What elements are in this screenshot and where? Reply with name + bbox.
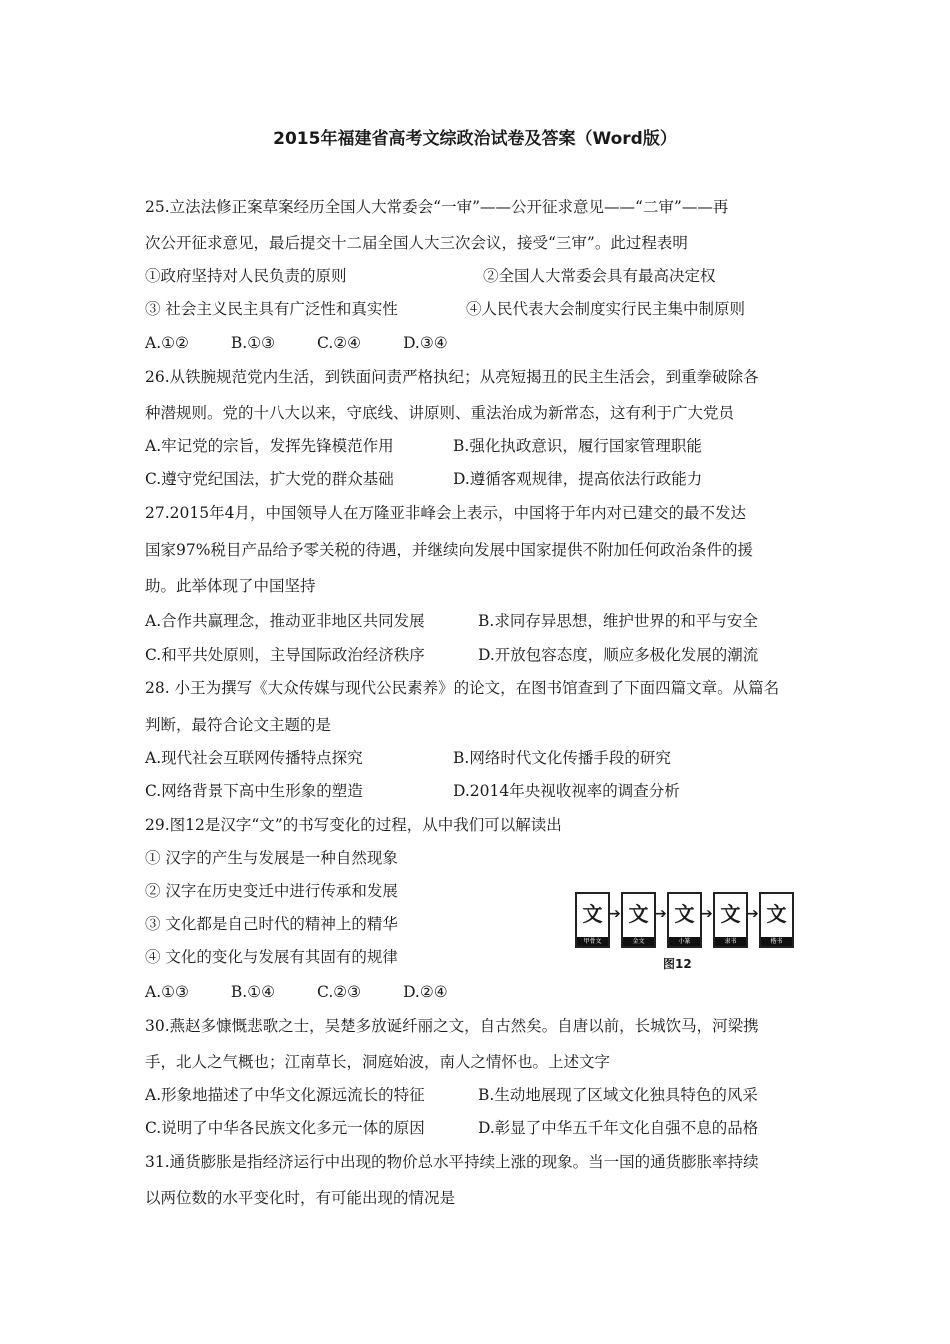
q25-option-c: C.②④ (317, 334, 362, 352)
q25-option-b: B.①③ (230, 334, 276, 352)
figure-caption: 图12 (663, 957, 692, 971)
q27-option-a: A.合作共赢理念，推动亚非地区共同发展 (145, 612, 425, 630)
q30-option-c: C.说明了中华各民族文化多元一体的原因 (145, 1119, 425, 1137)
q29-statement-2: ② 汉字在历史变迁中进行传承和发展 (145, 882, 398, 900)
glyph-small-seal (667, 892, 702, 948)
q27-option-d: D.开放包容态度，顺应多极化发展的潮流 (478, 646, 759, 664)
q30-option-d: D.彰显了中华五千年文化自强不息的品格 (478, 1119, 759, 1137)
q26-option-c: C.遵守党纪国法，扩大党的群众基础 (145, 470, 394, 488)
glyph-regular-label: 楷书 (761, 937, 792, 946)
q25-stem-line1: 25.立法法修正案草案经历全国人大常委会“一审”——公开征求意见——“二审”——再 (145, 198, 729, 216)
q26-option-a: A.牢记党的宗旨，发挥先锋模范作用 (145, 437, 394, 455)
arrow-right-icon: ➔ (747, 906, 759, 922)
q27-stem-line2: 国家97%税目产品给予零关税的待遇，并继续向发展中国家提供不附加任何政治条件的援 (145, 541, 753, 559)
q26-option-b: B.强化执政意识，履行国家管理职能 (453, 437, 702, 455)
q27-stem-line3: 助。此举体现了中国坚持 (145, 577, 316, 595)
q29-statement-3: ③ 文化都是自己时代的精神上的精华 (145, 915, 398, 933)
document-title: 2015年福建省高考文综政治试卷及答案（Word版） (273, 129, 677, 149)
arrow-right-icon: ➔ (655, 906, 667, 922)
q25-stem-line2: 次公开征求意见，最后提交十二届全国人大三次会议，接受“三审”。此过程表明 (145, 234, 688, 252)
arrow-right-icon: ➔ (701, 906, 713, 922)
q28-option-d: D.2014年央视收视率的调查分析 (453, 782, 680, 800)
q26-stem-line1: 26.从铁腕规范党内生活，到铁面问责严格执纪；从亮短揭丑的民主生活会，到重拳破除各 (145, 368, 759, 386)
glyph-small-seal-label: 小篆 (669, 937, 700, 946)
q25-statement-1: ①政府坚持对人民负责的原则 (145, 267, 347, 285)
q29-option-c: C.②③ (317, 983, 362, 1001)
q28-option-c: C.网络背景下高中生形象的塑造 (145, 782, 363, 800)
q31-stem-line1: 31.通货膨胀是指经济运行中出现的物价总水平持续上涨的现象。当一国的通货膨胀率持续 (145, 1153, 759, 1171)
q31-stem-line2: 以两位数的水平变化时，有可能出现的情况是 (145, 1189, 456, 1207)
glyph-clerical-label: 隶书 (715, 937, 746, 946)
q30-stem-line2: 手，北人之气概也；江南草长，洞庭始波，南人之情怀也。上述文字 (145, 1053, 611, 1071)
glyph-bronze (621, 892, 656, 948)
glyph-clerical-char: 文 (720, 902, 741, 926)
q25-options (145, 332, 490, 354)
q25-statement-4: ④人民代表大会制度实行民主集中制原则 (466, 300, 746, 318)
q26-option-d: D.遵循客观规律，提高依法行政能力 (453, 470, 703, 488)
glyph-clerical (713, 892, 748, 948)
glyph-oracle-bone-label: 甲骨文 (577, 937, 608, 946)
q28-option-b: B.网络时代文化传播手段的研究 (453, 749, 671, 767)
q30-stem-line1: 30.燕赵多慷慨悲歌之士，吴楚多放诞纤丽之文，自古然矣。自唐以前，长城饮马，河梁携 (145, 1017, 759, 1035)
glyph-regular-char: 文 (766, 902, 787, 926)
q27-option-b: B.求同存异思想，维护世界的和平与安全 (478, 612, 758, 630)
q25-statement-3: ③ 社会主义民主具有广泛性和真实性 (145, 300, 398, 318)
q25-option-d: D.③④ (403, 334, 448, 352)
q29-statement-4: ④ 文化的变化与发展有其固有的规律 (145, 948, 398, 966)
q25-option-a: A.①② (145, 334, 189, 352)
q30-option-a: A.形象地描述了中华文化源远流长的特征 (145, 1086, 425, 1104)
q29-option-b: B.①④ (230, 983, 276, 1001)
glyph-oracle-bone-char: 文 (582, 902, 603, 926)
q30-option-b: B.生动地展现了区域文化独具特色的风采 (478, 1086, 758, 1104)
q29-option-a: A.①③ (145, 983, 189, 1001)
arrow-right-icon: ➔ (609, 906, 621, 922)
glyph-small-seal-char: 文 (674, 902, 695, 926)
q29-options (145, 981, 490, 1003)
q26-stem-line2: 种潜规则。党的十八大以来，守底线、讲原则、重法治成为新常态，这有利于广大党员 (145, 404, 735, 422)
q28-stem-line2: 判断，最符合论文主题的是 (145, 716, 332, 734)
q25-statement-2: ②全国人大常委会具有最高决定权 (483, 267, 716, 285)
glyph-bronze-char: 文 (628, 902, 649, 926)
glyph-oracle-bone (575, 892, 610, 948)
q27-stem-line1: 27.2015年4月，中国领导人在万隆亚非峰会上表示，中国将于年内对已建交的最不发达 (145, 504, 746, 522)
q28-stem-line1: 28. 小王为撰写《大众传媒与现代公民素养》的论文，在图书馆查到了下面四篇文章。从篇名 (145, 679, 780, 697)
glyph-regular (759, 892, 794, 948)
q29-stem: 29.图12是汉字“文”的书写变化的过程，从中我们可以解读出 (145, 816, 562, 834)
figure-12 (575, 892, 793, 974)
glyph-bronze-label: 金文 (623, 937, 654, 946)
q28-option-a: A.现代社会互联网传播特点探究 (145, 749, 363, 767)
q29-statement-1: ① 汉字的产生与发展是一种自然现象 (145, 849, 398, 867)
q27-option-c: C.和平共处原则，主导国际政治经济秩序 (145, 646, 425, 664)
q29-option-d: D.②④ (403, 983, 448, 1001)
